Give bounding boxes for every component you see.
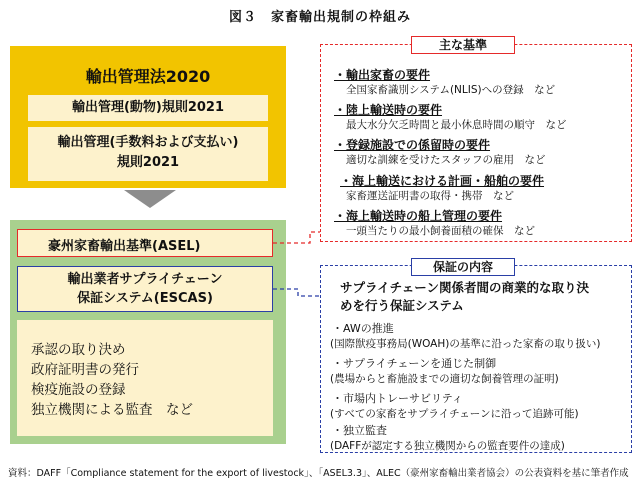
escas-line1: 輸出業者サプライチェーン: [67, 272, 223, 287]
standard-heading: ・登録施設での係留時の要件: [334, 138, 491, 152]
fees-rules-line1: 輸出管理(手数料および支払い): [57, 135, 239, 150]
escas-connector-line: [273, 289, 320, 296]
export-control-act-title: 輸出管理法2020: [85, 67, 211, 86]
asel-connector-line: [273, 232, 320, 243]
duty-item: 検疫施設の登録: [31, 382, 126, 398]
fees-rules-line2: 規則2021: [116, 155, 180, 170]
standard-detail: 最大水分欠乏時間と最小休息時間の順守 など: [346, 119, 567, 131]
duty-item: 承認の取り決め: [31, 342, 126, 358]
assurance-detail: (DAFFが認定する独立機関からの監査要件の達成): [330, 440, 565, 452]
assurance-tag: 保証の内容: [411, 258, 515, 276]
assurance-heading: ・AWの推進: [332, 322, 394, 335]
standard-heading: ・海上輸送における計画・船舶の要件: [340, 174, 545, 188]
standard-detail: 家畜運送証明書の取得・携帯 など: [346, 190, 514, 202]
standard-heading: ・輸出家畜の要件: [334, 68, 431, 82]
standard-detail: 全国家畜識別システム(NLIS)への登録 など: [346, 84, 556, 96]
assurance-detail: (すべての家畜をサプライチェーンに沿って追跡可能): [330, 408, 579, 420]
assurance-detail: (国際獣疫事務局(WOAH)の基準に沿った家畜の取り扱い): [330, 338, 601, 350]
standard-heading: ・陸上輸送時の要件: [334, 103, 443, 117]
assurance-summary-line2: めを行う保証システム: [340, 298, 464, 313]
source-note: 資料：DAFF「Compliance statement for the export of livestock」、「ASEL3.3」、ALEC（豪州家畜輸出業者協会）の公表資料を基に筆者作成: [8, 468, 629, 479]
figure-title: 図３ 家畜輸出規制の枠組み: [228, 10, 411, 25]
standard-detail: 一頭当たりの最小飼養面積の確保 など: [346, 225, 535, 237]
assurance-heading: ・独立監査: [332, 424, 387, 437]
assurance-heading: ・市場内トレーサビリティ: [332, 392, 463, 405]
assurance-summary: [340, 279, 626, 315]
assurance-detail: (農場からと畜施設までの適切な飼養管理の証明): [330, 373, 559, 385]
assurance-summary-line1: サプライチェーン関係者間の商業的な取り決: [340, 280, 590, 295]
duty-item: 独立機関による監査 など: [31, 402, 193, 418]
animals-rules-box: 輸出管理(動物)規則2021: [28, 95, 268, 121]
duty-item: 政府証明書の発行: [31, 362, 139, 378]
standard-heading: ・海上輸送時の船上管理の要件: [334, 209, 503, 223]
standard-detail: 適切な訓練を受けたスタッフの雇用 など: [346, 154, 546, 166]
asel-box: 豪州家畜輸出基準(ASEL): [17, 229, 273, 257]
escas-line2: 保証システム(ESCAS): [77, 291, 213, 306]
assurance-heading: ・サプライチェーンを通じた制御: [332, 357, 497, 370]
main-standards-tag: 主な基準: [411, 36, 515, 54]
